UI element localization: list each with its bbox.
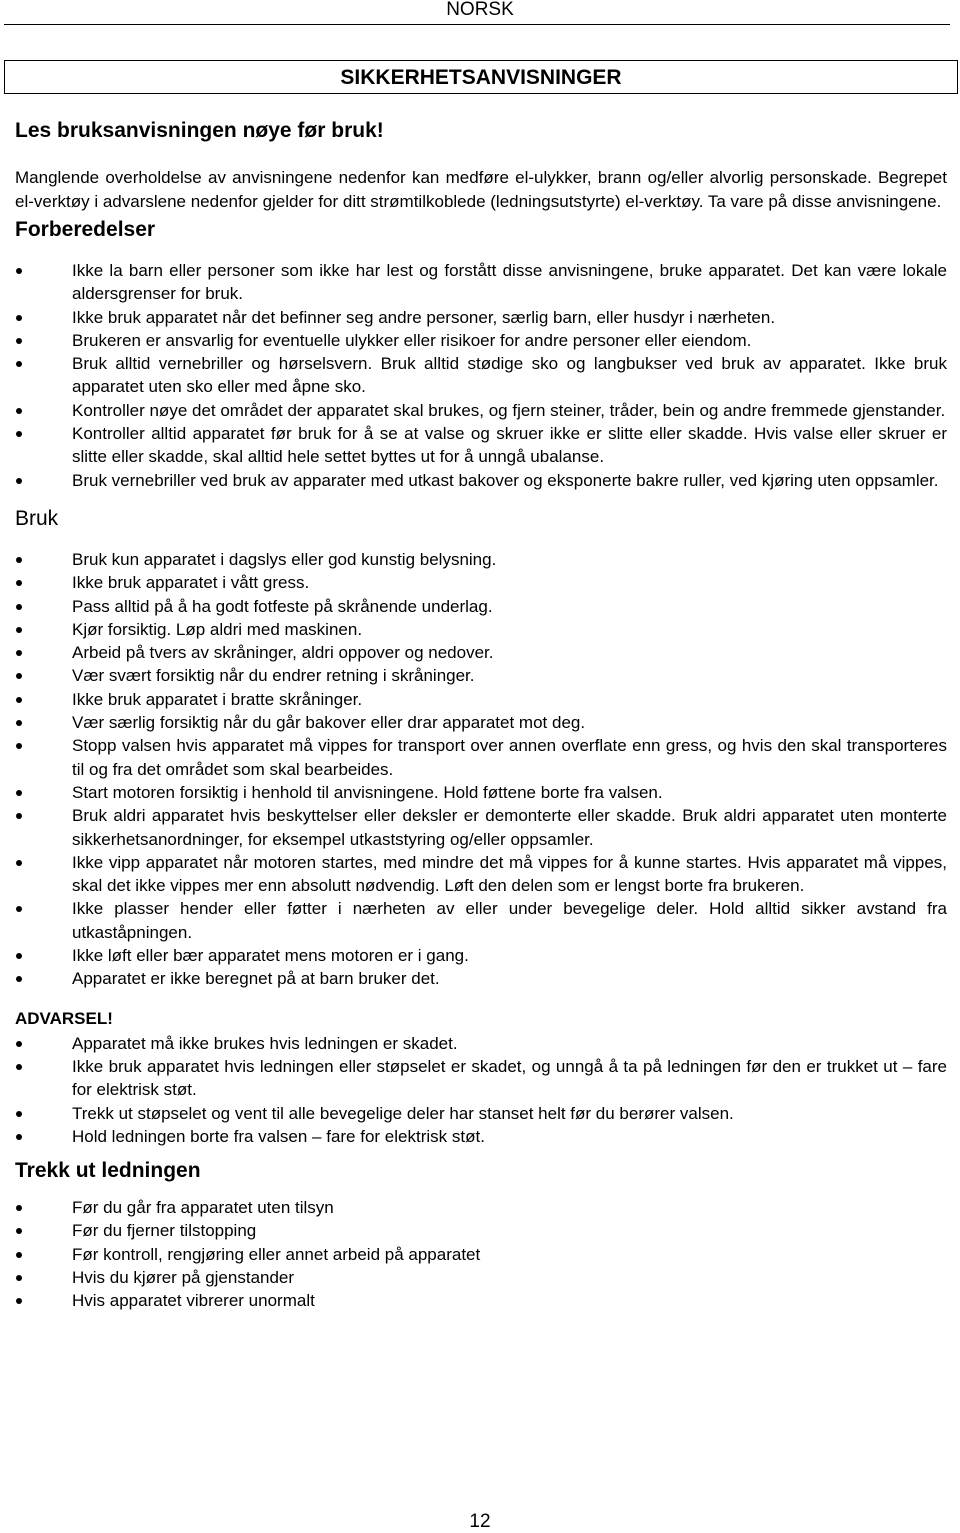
bullet-icon xyxy=(16,1111,22,1117)
bullet-icon xyxy=(16,720,22,726)
bullet-icon xyxy=(16,1205,22,1211)
bruk-list xyxy=(15,548,947,991)
bullet-icon xyxy=(16,743,22,749)
section-title: SIKKERHETSANVISNINGER xyxy=(340,66,622,89)
list-item xyxy=(15,1196,947,1219)
bullet-icon xyxy=(16,790,22,796)
list-item-text: Før kontroll, rengjøring eller annet arbeid på apparatet xyxy=(72,1244,481,1264)
list-item xyxy=(15,781,947,804)
list-item xyxy=(15,1102,947,1125)
bullet-icon xyxy=(16,1275,22,1281)
document-body xyxy=(15,118,947,1313)
list-item xyxy=(15,688,947,711)
list-item xyxy=(15,352,947,399)
bullet-icon xyxy=(16,361,22,367)
list-item-text: Trekk ut støpselet og vent til alle bevegelige deler har stanset helt før du berører valsen. xyxy=(72,1103,734,1123)
list-item-text: Før du går fra apparatet uten tilsyn xyxy=(72,1198,334,1218)
trekk-ut-heading: Trekk ut ledningen xyxy=(15,1159,201,1183)
list-item xyxy=(15,1266,947,1289)
list-item xyxy=(15,734,947,781)
list-item-text: Ikke løft eller bær apparatet mens motoren er i gang. xyxy=(72,946,469,966)
list-item-text: Bruk vernebriller ved bruk av apparater med utkast bakover og eksponerte bakre ruller, ved kjøring uten oppsamler. xyxy=(72,470,939,490)
list-item xyxy=(15,851,947,898)
list-item xyxy=(15,944,947,967)
list-item-text: Ikke bruk apparatet i vått gress. xyxy=(72,573,310,593)
list-item-text: Arbeid på tvers av skråninger, aldri oppover og nedover. xyxy=(72,643,494,663)
list-item-text: Apparatet må ikke brukes hvis ledningen er skadet. xyxy=(72,1033,458,1053)
bullet-icon xyxy=(16,338,22,344)
bullet-icon xyxy=(16,976,22,982)
list-item xyxy=(15,804,947,851)
list-item-text: Stopp valsen hvis apparatet må vippes for transport over annen overflate enn gress, og hvis den skal transporteres til og fra det området som skal bearbeides. xyxy=(72,736,947,779)
list-item xyxy=(15,1243,947,1266)
intro-paragraph: Manglende overholdelse av anvisningene nedenfor kan medføre el-ulykker, brann og/eller alvorlig personskade. Begrepet el-verktøy i advarslene nedenfor gjelder for ditt strømtilkoblede (ledningsutstyrte) el-verktøy. Ta vare på disse anvisningene. xyxy=(15,168,947,211)
list-item-text: Ikke bruk apparatet i bratte skråninger. xyxy=(72,689,363,709)
list-item xyxy=(15,618,947,641)
bullet-icon xyxy=(16,860,22,866)
list-item-text: Pass alltid på å ha godt fotfeste på skrånende underlag. xyxy=(72,596,493,616)
advarsel-heading: ADVARSEL! xyxy=(15,1008,113,1028)
bullet-icon xyxy=(16,673,22,679)
list-item xyxy=(15,571,947,594)
list-item xyxy=(15,1219,947,1242)
list-item xyxy=(15,329,947,352)
advarsel-list xyxy=(15,1032,947,1148)
list-item-text: Hvis du kjører på gjenstander xyxy=(72,1267,295,1287)
header-rule xyxy=(4,24,950,25)
list-item-text: Kontroller alltid apparatet før bruk for å se at valse og skruer ikke er slitte eller skadde. Hvis valse eller skruer er slitte eller skadde, skal alltid hele settet byttes ut for å unngå ubalanse. xyxy=(72,424,947,467)
bullet-icon xyxy=(16,650,22,656)
bullet-icon xyxy=(16,478,22,484)
bullet-icon xyxy=(16,315,22,321)
list-item xyxy=(15,306,947,329)
list-item-text: Kontroller nøye det området der apparatet skal brukes, og fjern steiner, tråder, bein og andre fremmede gjenstander. xyxy=(72,400,946,420)
list-item-text: Ikke bruk apparatet hvis ledningen eller støpselet er skadet, og unngå å ta på ledningen før den er trukket ut – fare for elektrisk støt. xyxy=(72,1056,947,1100)
bullet-icon xyxy=(16,580,22,586)
bullet-icon xyxy=(16,1252,22,1258)
list-item xyxy=(15,1032,947,1055)
bullet-icon xyxy=(16,1041,22,1047)
bullet-icon xyxy=(16,268,22,274)
list-item-text: Apparatet er ikke beregnet på at barn bruker det. xyxy=(72,969,440,989)
bruk-heading: Bruk xyxy=(15,506,59,530)
list-item-text: Brukeren er ansvarlig for eventuelle ulykker eller risikoer for andre personer eller eiendom. xyxy=(72,330,752,350)
list-item xyxy=(15,422,947,469)
list-item-text: Bruk alltid vernebriller og hørselsvern. Bruk alltid stødige sko og langbukser ved bruk av apparatet. Ikke bruk apparatet uten sko eller med åpne sko. xyxy=(72,354,947,397)
bullet-icon xyxy=(16,408,22,414)
list-item-text: Vær særlig forsiktig når du går bakover eller drar apparatet mot deg. xyxy=(72,713,586,733)
bullet-icon xyxy=(16,813,22,819)
list-item-text: Hold ledningen borte fra valsen – fare for elektrisk støt. xyxy=(72,1126,485,1146)
list-item xyxy=(15,967,947,990)
bullet-icon xyxy=(16,627,22,633)
list-item xyxy=(15,1055,947,1102)
bullet-icon xyxy=(16,1228,22,1234)
bullet-icon xyxy=(16,604,22,610)
list-item-text: Før du fjerner tilstopping xyxy=(72,1221,257,1241)
list-item-text: Ikke la barn eller personer som ikke har lest og forstått disse anvisningene, bruke apparatet. Det kan være lokale aldersgrenser for bruk. xyxy=(72,261,947,304)
list-item xyxy=(15,641,947,664)
trekk-ut-list xyxy=(15,1196,947,1312)
list-item-text: Ikke vipp apparatet når motoren startes, med mindre det må vippes for å kunne startes. Hvis apparatet må vippes, skal det ikke vippes mer enn absolutt nødvendig. Løft den delen som er lengst borte fra brukeren. xyxy=(72,852,947,896)
bullet-icon xyxy=(16,953,22,959)
bullet-icon xyxy=(16,1134,22,1140)
list-item-text: Bruk aldri apparatet hvis beskyttelser eller deksler er demonterte eller skadde. Bruk aldri apparatet uten monterte sikkerhetsanordninger, for eksempel utkaststyring og/eller oppsamler. xyxy=(72,806,947,849)
list-item xyxy=(15,1125,947,1148)
bullet-icon xyxy=(16,697,22,703)
bullet-icon xyxy=(16,431,22,437)
list-item xyxy=(15,595,947,618)
language-label: NORSK xyxy=(446,0,514,20)
bullet-icon xyxy=(16,557,22,563)
forberedelser-heading: Forberedelser xyxy=(15,218,156,241)
bullet-icon xyxy=(16,1064,22,1070)
list-item-text: Ikke plasser hender eller føtter i nærheten av eller under bevegelige deler. Hold alltid sikker avstand fra utkaståpningen. xyxy=(72,899,947,942)
forberedelser-list xyxy=(15,259,947,492)
list-item-text: Ikke bruk apparatet når det befinner seg andre personer, særlig barn, eller husdyr i nærheten. xyxy=(72,307,776,327)
list-item xyxy=(15,469,947,492)
list-item-text: Hvis apparatet vibrerer unormalt xyxy=(72,1291,315,1311)
list-item xyxy=(15,1289,947,1312)
list-item-text: Start motoren forsiktig i henhold til anvisningene. Hold føttene borte fra valsen. xyxy=(72,782,663,802)
list-item xyxy=(15,664,947,687)
section-title-box xyxy=(4,60,958,94)
page-number: 12 xyxy=(469,1511,491,1532)
list-item-text: Vær svært forsiktig når du endrer retning i skråninger. xyxy=(72,666,475,686)
list-item-text: Kjør forsiktig. Løp aldri med maskinen. xyxy=(72,619,363,639)
bullet-icon xyxy=(16,1298,22,1304)
list-item xyxy=(15,897,947,944)
list-item xyxy=(15,259,947,306)
intro-heading: Les bruksanvisningen nøye før bruk! xyxy=(15,119,384,142)
bullet-icon xyxy=(16,906,22,912)
list-item xyxy=(15,711,947,734)
list-item-text: Bruk kun apparatet i dagslys eller god kunstig belysning. xyxy=(72,549,497,569)
list-item xyxy=(15,399,947,422)
list-item xyxy=(15,548,947,571)
